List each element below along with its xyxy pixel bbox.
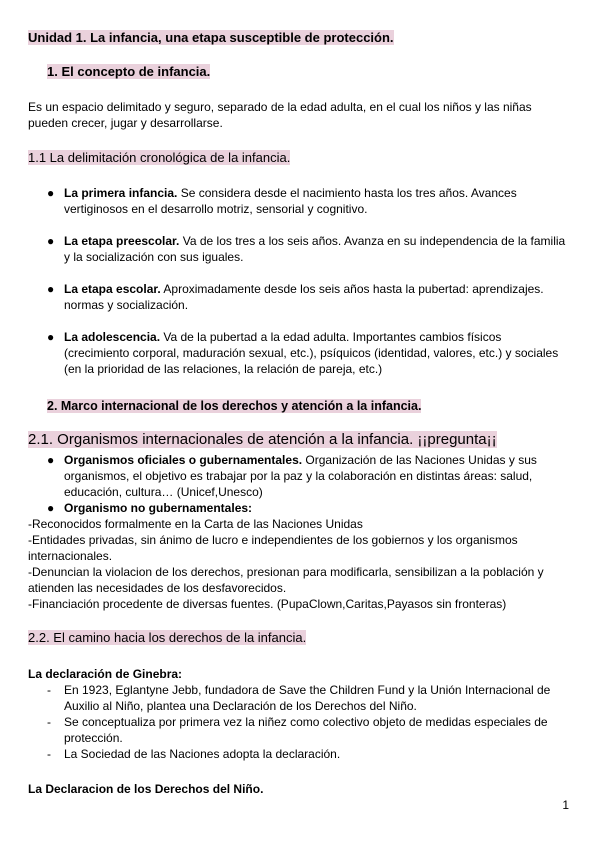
declaracion-heading: La Declaracion de los Derechos del Niño. [28,782,264,796]
bullet-icon: ● [47,186,55,200]
list-item: - Se conceptualiza por primera vez la niñez como colectivo objeto de medidas especiales de protección. [47,715,548,745]
section-2-1-heading: 2.1. Organismos internacionales de atención a la infancia. ¡¡pregunta¡¡ [28,431,497,448]
dash-icon: - [47,715,51,729]
bullet-icon: ● [47,330,55,344]
ginebra-heading: La declaración de Ginebra: [28,667,183,681]
list-item: ● Organismos oficiales o gubernamentales. Organización de las Naciones Unidas y sus organismos, el objetivo es trabajar por la paz y la colaboración en distintas áreas: salud, educación, cultura… (Unicef,Unesco) [47,453,537,499]
list-item: ● La adolescencia. Va de la pubertad a la edad adulta. Importantes cambios físicos (crecimiento corporal, maduración sexual, etc.), psíquicos (identidad, valores, etc.) y sociales (en la prioridad de las relaciones, la relación de pareja, etc.) [47,330,559,376]
dash-icon: - [47,683,51,697]
bullet-icon: ● [47,234,55,248]
list-item: ● La etapa preescolar. Va de los tres a los seis años. Avanza en su independencia de la familia y la socialización con sus iguales. [47,234,566,264]
list-item: ● Organismo no gubernamentales: [47,501,253,515]
dash-icon: - [47,747,51,761]
list-item: - La Sociedad de las Naciones adopta la declaración. [47,747,341,761]
section-2-2-heading: 2.2. El camino hacia los derechos de la infancia. [28,630,307,645]
unit-title: Unidad 1. La infancia, una etapa susceptible de protección. [28,30,394,45]
list-item: ● La etapa escolar. Aproximadamente desde los seis años hasta la pubertad: aprendizajes. normas y socialización. [47,282,544,312]
section-1-1-heading: 1.1 La delimitación cronológica de la infancia. [28,150,291,165]
bullet-icon: ● [47,453,55,467]
list-item: - En 1923, Eglantyne Jebb, fundadora de Save the Children Fund y la Unión Internacional de Auxilio al Niño, plantea una Declaración de los Derechos del Niño. [47,683,551,713]
section-1-heading: 1. El concepto de infancia. [47,64,211,79]
section-2-heading: 2. Marco internacional de los derechos y atención a la infancia. [47,399,422,413]
section-2-1-lines: -Reconocidos formalmente en la Carta de las Naciones Unidas -Entidades privadas, sin ánimo de lucro e independientes de los gobiernos y los organismos internacionales. -Denuncian la violacion de los derechos, presionan para modificarla, sensibilizan a la población y atienden las necesidades de los desfavorecidos. -Financiación procedente de diversas fuentes. (PupaClown,Caritas,Payasos sin fronteras) [28,517,544,611]
list-item: ● La primera infancia. Se considera desde el nacimiento hasta los tres años. Avances vertiginosos en el desarrollo motriz, sensorial y cognitivo. [47,186,517,216]
section-1-paragraph: Es un espacio delimitado y seguro, separado de la edad adulta, en el cual los niños y las niñas pueden crecer, jugar y desarrollarse. [28,100,532,130]
bullet-icon: ● [47,282,55,296]
page-number: 1 [562,798,569,812]
bullet-icon: ● [47,501,55,515]
